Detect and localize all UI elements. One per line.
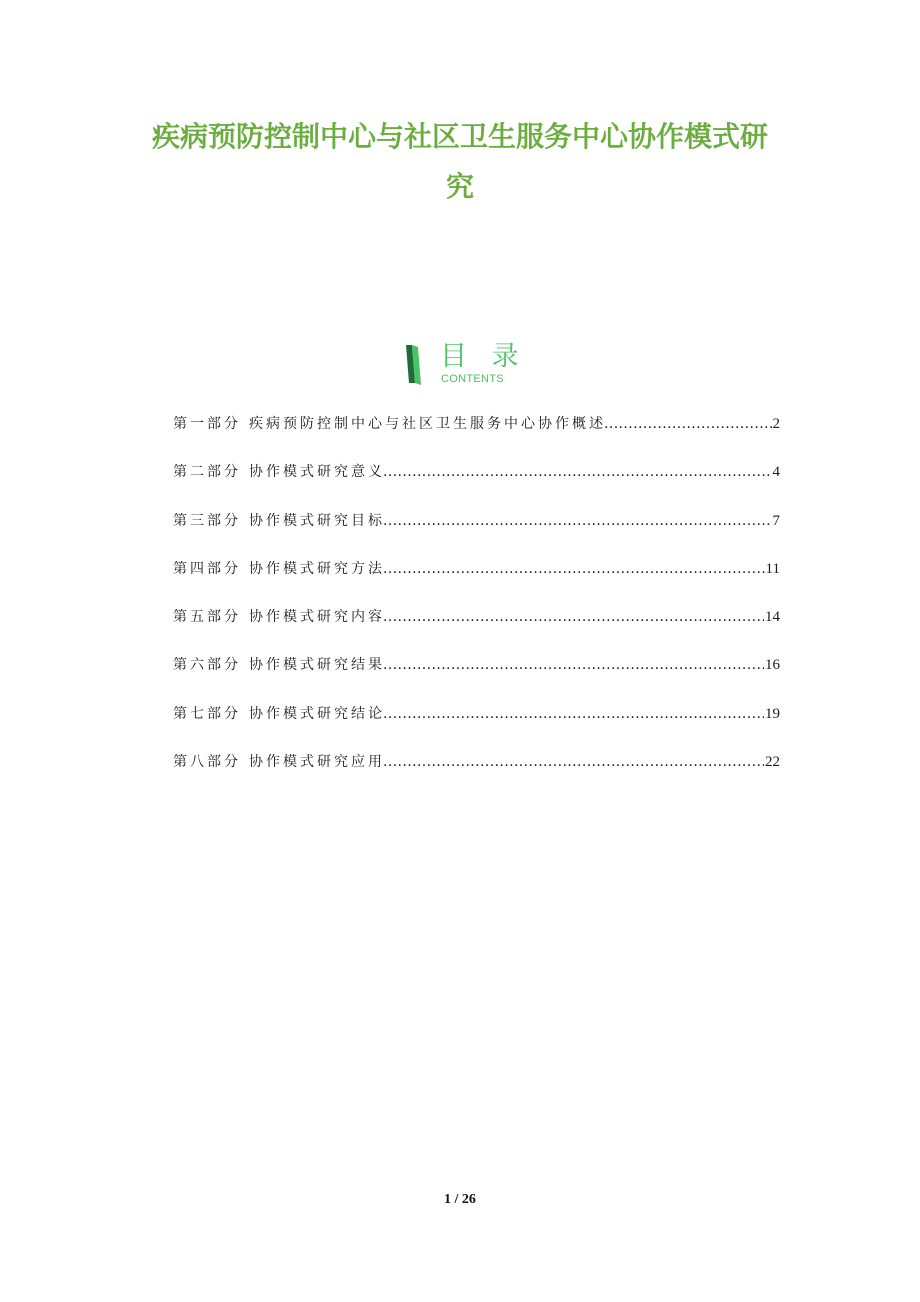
toc-entry[interactable] xyxy=(173,461,780,509)
toc-entry-leader xyxy=(604,416,772,432)
toc-entry-leader xyxy=(383,609,764,625)
toc-list xyxy=(173,413,780,799)
page-indicator: 1 / 26 xyxy=(444,1192,476,1207)
toc-entry-page: 22 xyxy=(765,754,780,771)
toc-entry-part: 第二部分 xyxy=(173,464,241,481)
toc-entry[interactable] xyxy=(173,654,780,702)
toc-entry-name: 协作模式研究结论 xyxy=(249,705,385,722)
toc-entry-page: 7 xyxy=(772,512,780,529)
toc-entry-part: 第四部分 xyxy=(173,560,241,577)
toc-entry[interactable] xyxy=(173,606,780,654)
toc-entry-name: 协作模式研究应用 xyxy=(249,754,385,771)
toc-entry-leader xyxy=(383,513,772,529)
toc-entry-name: 疾病预防控制中心与社区卫生服务中心协作概述 xyxy=(249,416,606,432)
toc-entry-name: 协作模式研究结果 xyxy=(249,657,385,674)
toc-entry-page: 19 xyxy=(765,705,780,722)
toc-entry-leader xyxy=(383,657,764,673)
toc-entry-part: 第三部分 xyxy=(173,512,241,529)
toc-heading-cn: 目 录 xyxy=(440,341,527,372)
document-title-line2: 究 xyxy=(445,170,474,203)
toc-entry[interactable] xyxy=(173,413,780,461)
toc-entry-page: 14 xyxy=(765,609,780,626)
toc-entry-name: 协作模式研究方法 xyxy=(249,560,385,577)
toc-heading-en: CONTENTS xyxy=(441,373,504,385)
toc-entry-name: 协作模式研究内容 xyxy=(249,609,385,626)
toc-entry[interactable] xyxy=(173,751,780,799)
toc-entry[interactable] xyxy=(173,703,780,751)
document-title-line1: 疾病预防控制中心与社区卫生服务中心协作模式研 xyxy=(151,120,768,153)
toc-entry-page: 2 xyxy=(772,416,780,432)
toc-entry-part: 第八部分 xyxy=(173,754,241,771)
document-title xyxy=(110,112,810,212)
toc-entry[interactable] xyxy=(173,510,780,558)
toc-entry-leader xyxy=(383,561,765,577)
toc-entry-leader xyxy=(383,754,764,770)
toc-book-icon xyxy=(404,345,430,385)
toc-entry-page: 4 xyxy=(772,464,780,481)
toc-entry-part: 第一部分 xyxy=(173,416,241,432)
toc-entry-part: 第六部分 xyxy=(173,657,241,674)
toc-entry-leader xyxy=(383,464,772,480)
toc-entry-page: 16 xyxy=(765,657,780,674)
toc-entry-leader xyxy=(383,706,764,722)
toc-entry-name: 协作模式研究目标 xyxy=(249,512,385,529)
toc-entry-name: 协作模式研究意义 xyxy=(249,464,385,481)
toc-entry-page: 11 xyxy=(765,560,780,577)
toc-entry-part: 第五部分 xyxy=(173,609,241,626)
toc-entry-part: 第七部分 xyxy=(173,705,241,722)
toc-entry[interactable] xyxy=(173,558,780,606)
toc-heading xyxy=(404,343,544,387)
